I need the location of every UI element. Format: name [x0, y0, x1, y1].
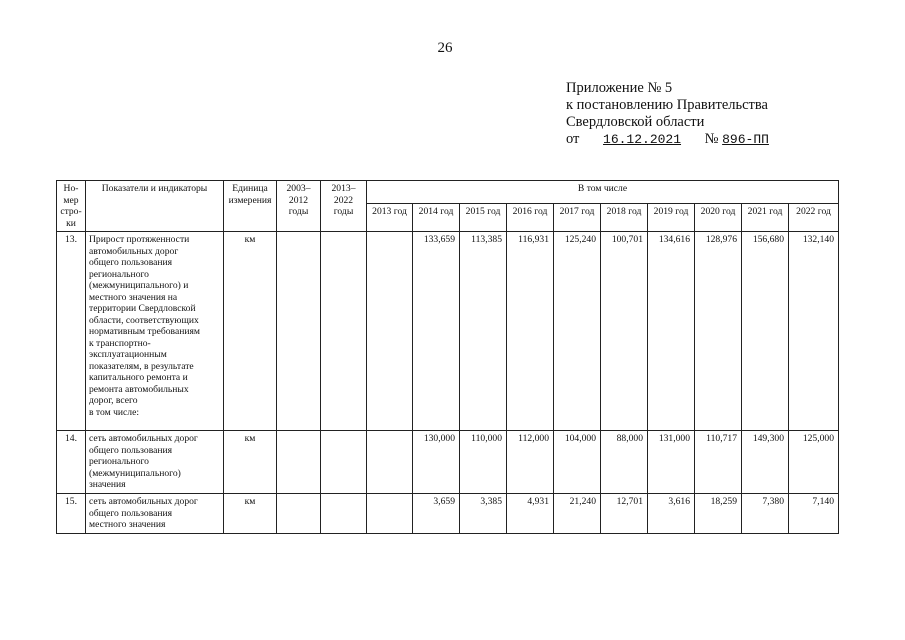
header-year: 2018 год [601, 204, 648, 232]
row-unit: км [224, 431, 277, 494]
header-indicators: Показатели и индикаторы [86, 181, 224, 232]
row-number: 15. [57, 494, 86, 534]
row-unit: км [224, 494, 277, 534]
header-period-2013-2022: 2013– 2022 годы [321, 181, 367, 232]
appendix-line-region: Свердловской области [566, 114, 705, 130]
row-value: 18,259 [695, 494, 742, 534]
row-value: 133,659 [413, 232, 460, 431]
row-value: 21,240 [554, 494, 601, 534]
table-row [57, 494, 839, 534]
header-year: 2022 год [789, 204, 839, 232]
header-row-number: Но- мер стро- ки [57, 181, 86, 232]
row-value: 130,000 [413, 431, 460, 494]
row-value: 128,976 [695, 232, 742, 431]
table-row [57, 232, 839, 431]
header-year: 2020 год [695, 204, 742, 232]
row-value: 113,385 [460, 232, 507, 431]
row-value: 112,000 [507, 431, 554, 494]
row-value: 116,931 [507, 232, 554, 431]
header-year: 2021 год [742, 204, 789, 232]
row-value: 88,000 [601, 431, 648, 494]
number-prefix: № [704, 131, 719, 147]
header-year: 2013 год [367, 204, 413, 232]
row-value: 3,659 [413, 494, 460, 534]
row-value: 12,701 [601, 494, 648, 534]
appendix-block [566, 80, 772, 148]
row-period-2003-2012 [277, 232, 321, 431]
date-prefix: от [566, 131, 580, 147]
row-value: 125,000 [789, 431, 839, 494]
row-period-2003-2012 [277, 494, 321, 534]
row-value [367, 494, 413, 534]
row-period-2013-2022 [321, 232, 367, 431]
row-value: 4,931 [507, 494, 554, 534]
resolution-number: 896-ПП [722, 132, 769, 147]
row-value [367, 232, 413, 431]
row-value: 149,300 [742, 431, 789, 494]
row-value: 3,385 [460, 494, 507, 534]
row-value: 110,717 [695, 431, 742, 494]
row-indicator: Прирост протяженности автомобильных дорог общего пользования регионального (межмуниципального) и местного значения на территории Свердловской области, соответствующих нормативным требованиям к транспортно- эксплуатационным показателям, в результате капитального ремонта и ремонта автомобильных дорог, всего в том числе: [86, 232, 224, 431]
row-value: 132,140 [789, 232, 839, 431]
row-value: 110,000 [460, 431, 507, 494]
row-value: 156,680 [742, 232, 789, 431]
header-period-2003-2012: 2003– 2012 годы [277, 181, 321, 232]
row-value: 3,616 [648, 494, 695, 534]
row-number: 14. [57, 431, 86, 494]
row-indicator: сеть автомобильных дорог общего пользования местного значения [86, 494, 224, 534]
row-period-2003-2012 [277, 431, 321, 494]
table-row [57, 431, 839, 494]
row-value: 7,380 [742, 494, 789, 534]
row-period-2013-2022 [321, 431, 367, 494]
resolution-date: 16.12.2021 [603, 132, 682, 147]
row-indicator: сеть автомобильных дорог общего пользования регионального (межмуниципального) значения [86, 431, 224, 494]
header-including: В том числе [367, 181, 839, 204]
row-value: 100,701 [601, 232, 648, 431]
header-year: 2015 год [460, 204, 507, 232]
appendix-dateline [566, 131, 772, 148]
row-value: 134,616 [648, 232, 695, 431]
row-unit: км [224, 232, 277, 431]
page-number: 26 [437, 40, 453, 56]
appendix-line-resolution: к постановлению Правительства [566, 97, 768, 113]
row-number: 13. [57, 232, 86, 431]
header-year: 2014 год [413, 204, 460, 232]
appendix-title: Приложение № 5 [566, 80, 673, 96]
header-unit: Единица измерения [224, 181, 277, 232]
row-value: 7,140 [789, 494, 839, 534]
row-value: 104,000 [554, 431, 601, 494]
indicators-table [56, 180, 839, 534]
row-value: 131,000 [648, 431, 695, 494]
row-value [367, 431, 413, 494]
row-period-2013-2022 [321, 494, 367, 534]
row-value: 125,240 [554, 232, 601, 431]
header-year: 2019 год [648, 204, 695, 232]
header-year: 2017 год [554, 204, 601, 232]
header-year: 2016 год [507, 204, 554, 232]
